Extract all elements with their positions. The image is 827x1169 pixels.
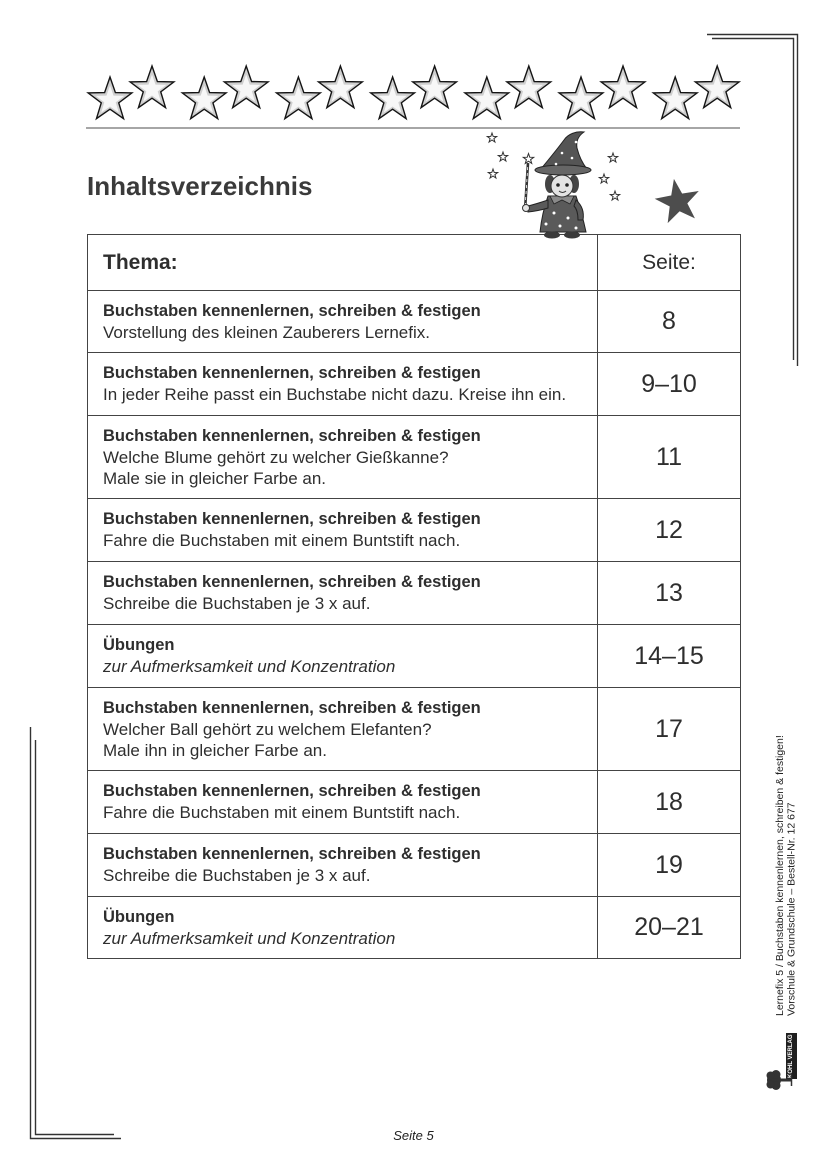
table-row <box>88 771 741 834</box>
page-number: 17 <box>598 688 741 771</box>
topic-heading: Buchstaben kennenlernen, schreiben & festigen <box>103 426 481 445</box>
topic-description: Fahre die Buchstaben mit einem Buntstift nach. <box>103 803 461 822</box>
wizard-head <box>545 175 579 197</box>
topic-cell <box>88 562 598 625</box>
side-label-title: Lernefix 5 / Buchstaben kennenlernen, schreiben & festigen! <box>774 735 786 1016</box>
topic-description: Welche Blume gehört zu welcher Gießkanne? <box>103 447 449 467</box>
star-icon <box>599 174 609 183</box>
page-number: 20–21 <box>598 897 741 959</box>
page-number: 12 <box>598 499 741 562</box>
table-row <box>88 834 741 897</box>
topic-heading: Buchstaben kennenlernen, schreiben & festigen <box>103 301 481 320</box>
topic-heading: Buchstaben kennenlernen, schreiben & festigen <box>103 573 481 591</box>
star-icon <box>413 66 457 108</box>
topic-heading: Übungen <box>103 636 175 654</box>
topic-cell <box>88 834 598 897</box>
topic-description: Welcher Ball gehört zu welchem Elefanten? <box>103 719 432 739</box>
star-icon <box>319 66 363 108</box>
table-row <box>88 897 741 959</box>
magic-wand-icon <box>523 154 533 211</box>
star-icon <box>130 66 174 108</box>
star-icon <box>224 66 268 108</box>
page-number: 13 <box>598 562 741 625</box>
star-icon <box>277 77 321 119</box>
page-number: 19 <box>598 834 741 897</box>
page-number: 9–10 <box>598 353 741 416</box>
star-icon <box>488 169 498 178</box>
page-number: 11 <box>598 416 741 499</box>
table-row <box>88 416 741 499</box>
table-row <box>88 625 741 688</box>
topic-description: zur Aufmerksamkeit und Konzentration <box>103 657 396 676</box>
star-icon <box>507 66 551 108</box>
star-icon <box>608 153 618 162</box>
topic-description: Male sie in gleicher Farbe an. <box>103 468 327 488</box>
table-row <box>88 688 741 771</box>
page-number-footer: Seite 5 <box>393 1128 434 1143</box>
wizard-hat <box>535 132 591 175</box>
page-number: 8 <box>598 291 741 353</box>
wizard-body <box>523 196 587 239</box>
table-row <box>88 291 741 353</box>
topic-cell <box>88 353 598 416</box>
page-number: 14–15 <box>598 625 741 688</box>
star-icon <box>695 66 739 108</box>
star-icon <box>371 77 415 119</box>
star-icon <box>610 191 620 200</box>
star-icon <box>88 77 132 119</box>
topic-cell <box>88 625 598 688</box>
topic-heading: Buchstaben kennenlernen, schreiben & festigen <box>103 364 481 382</box>
star-icon <box>654 178 702 226</box>
topic-description: Schreibe die Buchstaben je 3 x auf. <box>103 594 371 613</box>
topic-heading: Buchstaben kennenlernen, schreiben & festigen <box>103 782 481 800</box>
topic-heading: Buchstaben kennenlernen, schreiben & festigen <box>103 698 481 717</box>
tree-icon <box>765 1066 795 1094</box>
topic-cell <box>88 897 598 959</box>
topic-cell <box>88 771 598 834</box>
star-icon <box>559 77 603 119</box>
topic-description: zur Aufmerksamkeit und Konzentration <box>103 928 396 948</box>
page-number: 18 <box>598 771 741 834</box>
topic-description: Male ihn in gleicher Farbe an. <box>103 740 327 760</box>
topic-heading: Übungen <box>103 907 175 926</box>
topic-description: Fahre die Buchstaben mit einem Buntstift nach. <box>103 531 461 550</box>
side-label-order-info: Vorschule & Grundschule – Bestell-Nr. 12 677 <box>785 802 798 1016</box>
star-icon <box>601 66 645 108</box>
topic-heading: Buchstaben kennenlernen, schreiben & festigen <box>103 510 481 528</box>
star-row <box>88 66 739 119</box>
publisher-logo: KOHL VERLAG <box>786 1033 797 1079</box>
topic-heading: Buchstaben kennenlernen, schreiben & festigen <box>103 845 481 863</box>
table-row <box>88 353 741 416</box>
topic-cell <box>88 291 598 353</box>
page-title: Inhaltsverzeichnis <box>87 171 313 201</box>
star-icon <box>487 133 497 142</box>
column-header-page: Seite: <box>598 235 741 291</box>
table-row <box>88 562 741 625</box>
topic-description: In jeder Reihe passt ein Buchstabe nicht dazu. Kreise ihn ein. <box>103 385 567 404</box>
topic-description: Schreibe die Buchstaben je 3 x auf. <box>103 866 371 885</box>
star-icon <box>465 77 509 119</box>
star-icon <box>498 152 508 161</box>
column-header-topic: Thema: <box>88 235 598 291</box>
table-header-row <box>88 235 741 291</box>
star-icon <box>653 77 697 119</box>
star-icon <box>182 77 226 119</box>
topic-cell <box>88 416 598 499</box>
topic-description: Vorstellung des kleinen Zauberers Lernefix. <box>103 322 430 342</box>
toc-table <box>87 234 741 959</box>
table-row <box>88 499 741 562</box>
topic-cell <box>88 688 598 771</box>
side-label <box>775 700 798 1016</box>
wizard-illustration <box>484 128 624 243</box>
topic-cell <box>88 499 598 562</box>
